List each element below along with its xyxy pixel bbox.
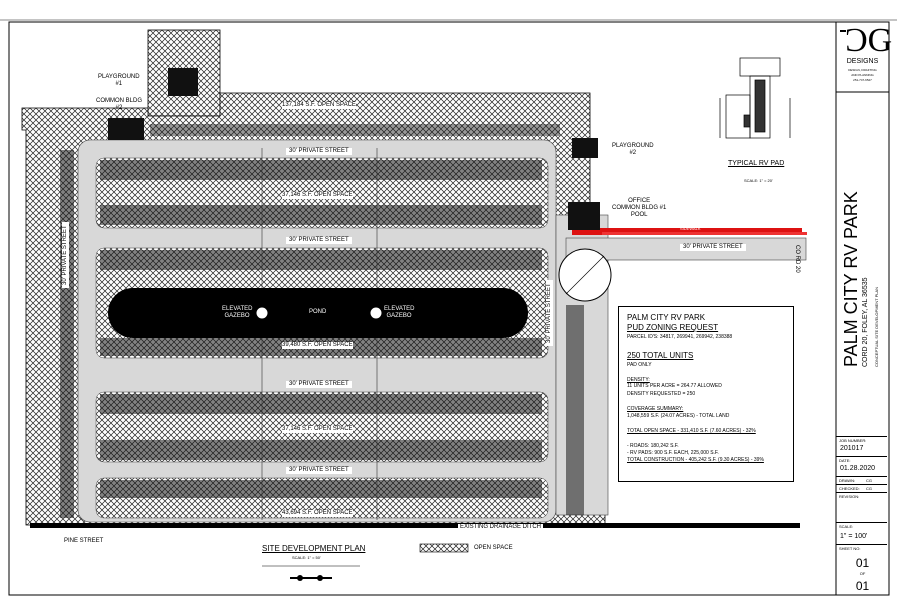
logo-sub-1: DESIGN, DRAFTING (848, 68, 877, 72)
playground-1-label: PLAYGROUND #1 (98, 74, 140, 87)
common-bldg-2 (108, 118, 144, 140)
typical-rv-pad-detail (720, 58, 790, 138)
gazebo-left-label: ELEVATED GAZEBO (222, 306, 253, 319)
info-coverage-heading: COVERAGE SUMMARY: (627, 406, 684, 412)
logo-icon: ƆG (845, 22, 893, 59)
tb-job-label: JOB NUMBER: (839, 438, 867, 443)
open-space-top-label: 137,184 S.F. OPEN SPACE (282, 102, 356, 108)
tb-job: 201017 (840, 445, 864, 452)
tb-scale: 1" = 100' (840, 533, 868, 540)
info-density-1: 11 UNITS PER ACRE = 264.77 ALLOWED (627, 383, 722, 389)
tb-checked: CG (866, 486, 872, 491)
tb-sheet: 01 (855, 556, 870, 570)
plan-scale: SCALE: 1" = 50' (292, 555, 321, 560)
tb-project: PALM CITY RV PARK (841, 191, 861, 367)
zoning-info-box (618, 306, 794, 482)
playground-2 (572, 138, 598, 158)
gazebo-right-label: ELEVATED GAZEBO (384, 306, 415, 319)
info-construction: TOTAL CONSTRUCTION - 405,242 S.F. (9.30 ACRES) - 39% (627, 457, 764, 463)
office-label: OFFICE COMMON BLDG #1 POOL (612, 198, 667, 218)
info-density-2: DENSITY REQUESTED = 250 (627, 391, 696, 397)
private-street-label: 30' PRIVATE STREET (286, 467, 352, 474)
playground-2-label: PLAYGROUND #2 (612, 143, 654, 156)
info-open-total: TOTAL OPEN SPACE - 331,410 S.F. (7.60 ACRES) - 32% (627, 428, 756, 434)
tb-drawn-label: DRAWN: (839, 478, 856, 483)
private-street-label: 30' PRIVATE STREET (286, 148, 352, 155)
info-project: PALM CITY RV PARK (627, 313, 706, 322)
pond-label: POND (309, 309, 327, 315)
rv-pad-scale: SCALE: 1" = 20' (744, 178, 773, 183)
info-roads: - ROADS: 180,242 S.F. (627, 443, 679, 449)
plan-title: SITE DEVELOPMENT PLAN (262, 544, 366, 553)
private-street-label: 30' PRIVATE STREET (286, 381, 352, 388)
tb-date: 01.28.2020 (840, 465, 876, 472)
info-parcels: PARCEL ID'S: 34817, 269941, 269942, 238388 (627, 334, 733, 340)
open-space-5-label: 43,694 S.F. OPEN SPACE (282, 510, 353, 516)
open-space-4-label: 37,146 S.F. OPEN SPACE (282, 426, 353, 432)
info-pads: - RV PADS: 900 S.F. EACH, 225,000 S.F. (627, 450, 719, 456)
info-density-heading: DENSITY: (627, 377, 650, 383)
playground-1 (168, 68, 198, 96)
tb-revision-label: REVISION: (839, 494, 860, 499)
logo-text: DESIGNS (846, 58, 879, 65)
private-street-label: 30' PRIVATE STREET (680, 244, 746, 251)
logo-phone: 251-747-6527 (853, 78, 872, 82)
gazebo-left (256, 307, 268, 319)
info-request: PUD ZONING REQUEST (627, 323, 719, 332)
common-bldg-2-label: COMMON BLDG #2 (96, 98, 143, 111)
info-coverage-1: 1,048,559 S.F. (24.07 ACRES) - TOTAL LAND (627, 413, 730, 419)
tb-checked-label: CHECKED: (839, 486, 860, 491)
tb-date-label: DATE: (839, 458, 851, 463)
scale-bar (262, 566, 360, 581)
co-rd-label: CO RD 20 (794, 245, 800, 273)
pine-street-label: PINE STREET (64, 538, 104, 544)
tb-of: OF (859, 571, 866, 576)
drainage-ditch (30, 523, 800, 528)
sidewalk-label: SIDEWALK (680, 226, 701, 231)
tb-total: 01 (855, 579, 870, 593)
info-pad-only: PAD ONLY (627, 362, 652, 368)
legend-swatch (420, 544, 468, 552)
tb-address: CORD 20, FOLEY, AL 36535 (862, 277, 869, 367)
open-space-2-label: 37,146 S.F. OPEN SPACE (282, 192, 353, 198)
legend-label: OPEN SPACE (474, 545, 513, 551)
title-block-content (836, 22, 893, 595)
office-pool (568, 202, 600, 230)
tb-drawn: CG (866, 478, 872, 483)
open-space-3-label: 39,480 S.F. OPEN SPACE (282, 342, 353, 348)
private-street-label: 30' PRIVATE STREET (62, 222, 69, 288)
tb-sheet-label: SHEET NO: (839, 546, 861, 551)
private-street-label: 30' PRIVATE STREET (286, 237, 352, 244)
private-street-label: 30' PRIVATE STREET (546, 280, 553, 346)
tb-scale-label: SCALE: (839, 524, 854, 529)
tb-sheet-desc: CONCEPTUAL SITE DEVELOPMENT PLAN (874, 286, 879, 367)
logo-sub-2: AND PLANNING (851, 73, 874, 77)
gazebo-right (370, 307, 382, 319)
info-units: 250 TOTAL UNITS (627, 351, 694, 360)
rv-pad-title: TYPICAL RV PAD (728, 160, 785, 167)
drainage-ditch-label: EXISTING DRAINAGE DITCH (460, 524, 542, 530)
